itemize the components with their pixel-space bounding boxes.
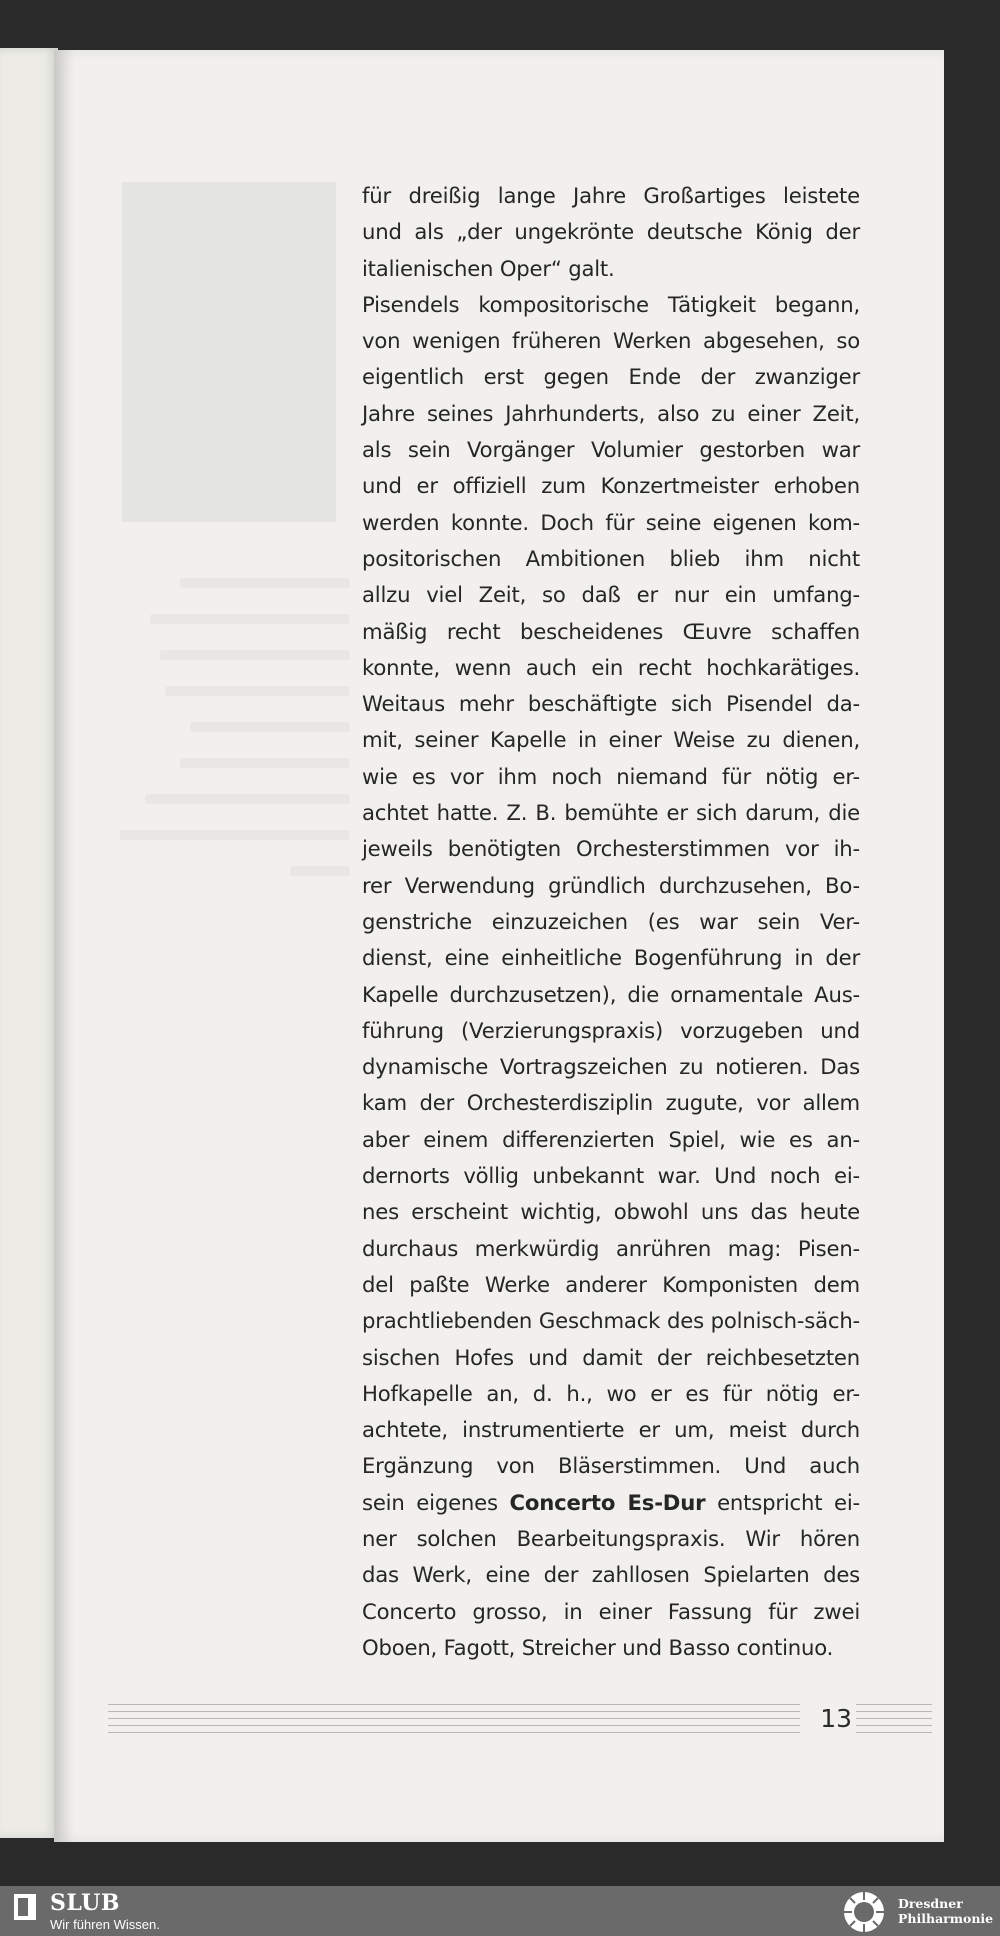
text-line: positorischen Ambitionen blieb ihm nicht (362, 545, 860, 571)
text-line: ner solchen Bearbeitungspraxis. Wir hören (362, 1525, 860, 1551)
text-line: das Werk, eine der zahllosen Spielarten des (362, 1562, 860, 1588)
text-line: kam der Orchesterdisziplin zugute, vor allem (362, 1090, 860, 1116)
text-line: werden konnte. Doch für seine eigenen kom- (362, 509, 860, 535)
text-line: dynamische Vortragszeichen zu notieren. Das (362, 1054, 860, 1080)
slub-tagline: Wir führen Wissen. (50, 1917, 160, 1932)
text-line: und als „der ungekrönte deutsche König der (362, 219, 860, 245)
text-line: von wenigen früheren Werken abgesehen, so (362, 328, 860, 354)
text-line: nes erscheint wichtig, obwohl uns das heute (362, 1199, 860, 1225)
text-line: del paßte Werke anderer Komponisten dem (362, 1271, 860, 1297)
text-line: Oboen, Fagott, Streicher und Basso continuo. (362, 1634, 834, 1660)
text-line: achtet hatte. Z. B. bemühte er sich darum, die (362, 800, 860, 826)
text-line: achtete, instrumentierte er um, meist durch (362, 1417, 860, 1443)
text-line: Concerto grosso, in einer Fassung für zwei (362, 1598, 860, 1624)
philharmonie-line-2: Philharmonie (898, 1911, 994, 1926)
text-line: Kapelle durchzusetzen), die ornamentale Aus- (362, 981, 860, 1007)
text-line: mit, seiner Kapelle in einer Weise zu dienen, (362, 727, 860, 753)
text-line: genstriche einzuzeichen (es war sein Ver- (362, 908, 860, 934)
text-line: Jahre seines Jahrhunderts, also zu einer Zeit, (362, 400, 860, 426)
footer-bar (0, 1886, 1000, 1936)
philharmonie-wordmark (898, 1896, 993, 1926)
slub-name: SLUB (50, 1890, 120, 1916)
text-line: wie es vor ihm noch niemand für nötig er- (362, 763, 860, 789)
text-line: führung (Verzierungspraxis) vorzugeben und (362, 1017, 860, 1043)
text-line: aber einem differenzierten Spiel, wie es an- (362, 1126, 860, 1152)
text-fragment: sein eigenes (362, 1489, 498, 1515)
text-line: Weitaus mehr beschäftigte sich Pisendel da- (362, 691, 860, 717)
text-line: italienischen Oper“ galt. (362, 255, 615, 281)
body-text (362, 178, 860, 1666)
text-line: sischen Hofes und damit der reichbesetzten (362, 1344, 860, 1370)
facing-page-edge (0, 48, 58, 1838)
text-line: konnte, wenn auch ein recht hochkarätiges. (362, 654, 860, 680)
text-line: rer Verwendung gründlich durchzusehen, Bo- (362, 872, 860, 898)
text-line: als sein Vorgänger Volumier gestorben war (362, 437, 860, 463)
text-line: mäßig recht bescheidenes Œuvre schaffen (362, 618, 860, 644)
bleed-through-margin-text (110, 578, 350, 902)
philharmonie-line-1: Dresdner (898, 1896, 963, 1911)
text-line: prachtliebenden Geschmack des polnisch-säch- (362, 1308, 860, 1334)
text-line: eigentlich erst gegen Ende der zwanziger (362, 364, 860, 390)
spine-shadow (54, 50, 74, 1842)
text-line: für dreißig lange Jahre Großartiges leistete (362, 183, 860, 208)
text-line: dernorts völlig unbekannt war. Und noch ei- (362, 1163, 860, 1189)
text-line (362, 1485, 860, 1521)
text-line: Hofkapelle an, d. h., wo er es für nötig er- (362, 1380, 860, 1406)
philharmonie-logo-icon (842, 1890, 886, 1934)
text-line: jeweils benötigten Orchesterstimmen vor ih- (362, 836, 860, 862)
text-line: und er offiziell zum Konzertmeister erhoben (362, 473, 860, 499)
text-line: dienst, eine einheitliche Bogenführung in der (362, 945, 860, 971)
text-line: Pisendels kompositorische Tätigkeit begann, (362, 291, 860, 317)
text-line: durchaus merkwürdig anrühren mag: Pisen- (362, 1235, 860, 1261)
text-line: allzu viel Zeit, so daß er nur ein umfang- (362, 582, 860, 608)
work-title: Concerto Es-Dur (509, 1489, 706, 1515)
bleed-through-image (122, 182, 336, 522)
text-line: Ergänzung von Bläserstimmen. Und auch (362, 1453, 860, 1479)
slub-logo-icon (14, 1894, 36, 1920)
text-fragment: entspricht ei- (717, 1489, 860, 1515)
page-number: 13 (800, 1704, 856, 1733)
